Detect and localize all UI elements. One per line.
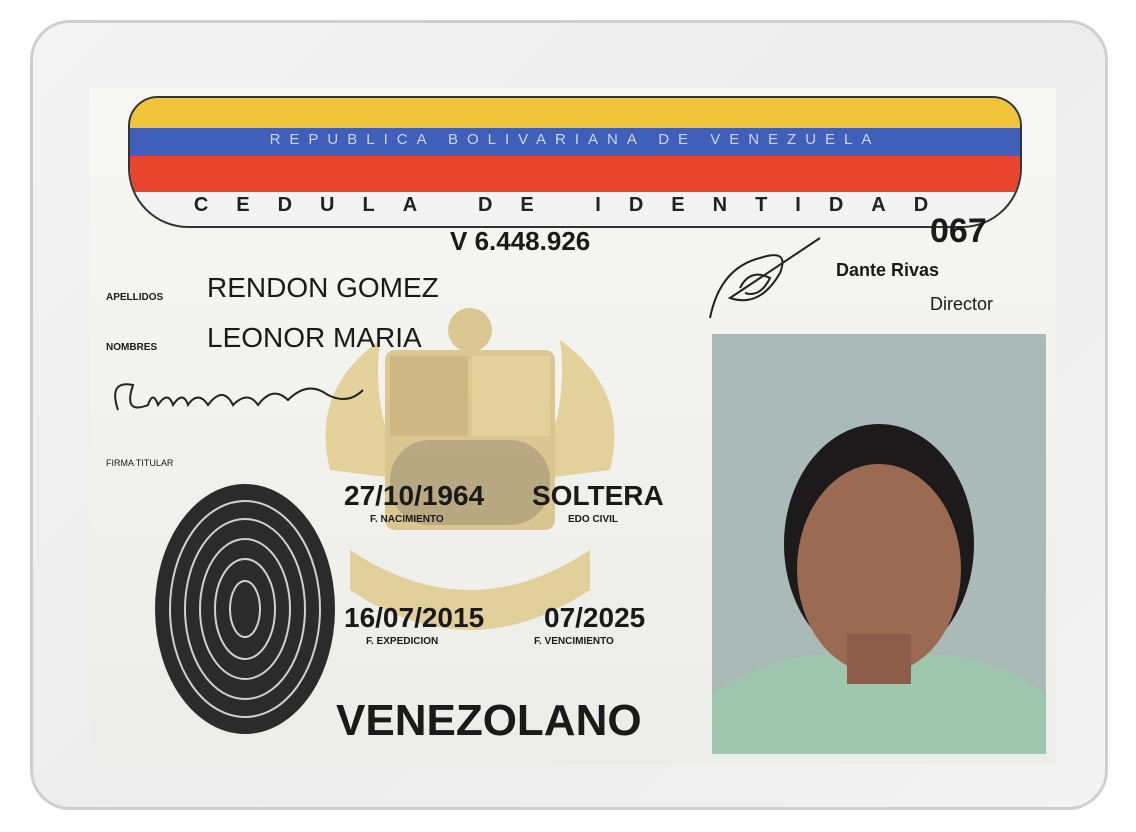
civil-status-value: SOLTERA [532,480,664,511]
civil-status-label: EDO CIVIL [568,514,619,525]
serial-number: 067 [930,212,987,250]
id-number: V 6.448.926 [450,226,591,256]
nationality-value: VENEZOLANO [336,696,642,745]
director-signature [700,228,830,328]
document-type-title: CEDULA DE IDENTIDAD [193,194,957,216]
birth-date-value: 27/10/1964 [344,480,485,511]
flag-red-stripe [130,156,1020,192]
director-title: Director [930,294,994,314]
issue-date-value: 16/07/2015 [344,602,485,633]
issue-date-label: F. EXPEDICION [366,636,439,647]
expiry-date-label: F. VENCIMIENTO [534,636,614,647]
country-banner-text: REPUBLICA BOLIVARIANA DE VENEZUELA [269,131,881,148]
fingerprint [150,478,340,740]
surname-value: RENDON GOMEZ [207,272,439,303]
flag-banner [128,96,1022,228]
signature-label: FIRMA TITULAR [106,458,174,468]
holder-signature [98,370,378,430]
holder-photo [712,334,1046,754]
portrait-icon [712,334,1046,754]
given-names-label: NOMBRES [106,342,158,353]
surname-label: APELLIDOS [106,292,164,303]
given-names-value: LEONOR MARIA [207,322,422,353]
expiry-date-value: 07/2025 [544,602,646,633]
flag-yellow-stripe [130,98,1020,128]
birth-date-label: F. NACIMIENTO [370,514,444,525]
director-name: Dante Rivas [836,260,940,280]
